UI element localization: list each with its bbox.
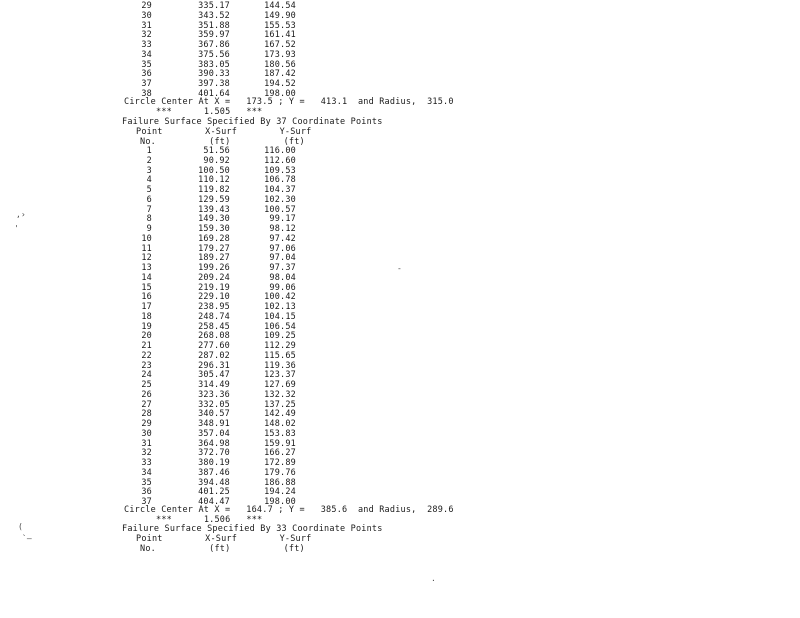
x-surf-value: 179.27 [198, 243, 230, 254]
point-number: 24 [141, 370, 152, 381]
x-surf-value: 90.92 [203, 155, 230, 166]
x-surf-value: 219.19 [198, 282, 230, 293]
point-number: 5 [146, 185, 152, 195]
x-surf-value: 229.10 [198, 292, 230, 303]
point-number: 37 [141, 79, 152, 89]
point-number: 35 [141, 59, 152, 70]
y-surf-value: 100.42 [264, 292, 296, 303]
point-number: 3 [146, 165, 152, 176]
y-surf-value: 98.12 [269, 224, 296, 234]
y-surf-value: 97.04 [269, 253, 296, 264]
point-number: 22 [141, 350, 152, 361]
factor-of-safety-line: *** 1.505 *** [156, 107, 263, 117]
column-header-names: Point X-Surf Y-Surf [136, 534, 312, 544]
point-number: 2 [146, 155, 152, 166]
point-number: 16 [141, 292, 152, 303]
point-number: 10 [141, 233, 152, 244]
y-surf-value: 102.30 [264, 194, 296, 205]
y-surf-value: 172.89 [264, 458, 296, 468]
x-surf-value: 305.47 [198, 370, 230, 381]
x-surf-value: 397.38 [198, 79, 230, 89]
column-header-units: No. (ft) (ft) [140, 137, 305, 147]
scan-mark: . [431, 574, 436, 583]
y-surf-value: 180.56 [264, 59, 296, 70]
y-surf-value: 109.25 [264, 331, 296, 342]
point-number: 17 [141, 302, 152, 312]
y-surf-value: 119.36 [264, 360, 296, 371]
x-surf-value: 149.30 [198, 214, 230, 225]
y-surf-value: 106.54 [264, 321, 296, 332]
y-surf-value: 112.60 [264, 155, 296, 166]
x-surf-value: 199.26 [198, 263, 230, 273]
point-number: 25 [141, 380, 152, 390]
point-number: 7 [146, 204, 152, 215]
y-surf-value: 116.00 [264, 146, 296, 156]
y-surf-value: 159.91 [264, 438, 296, 449]
column-header-names: Point X-Surf Y-Surf [136, 127, 312, 137]
x-surf-value: 351.88 [198, 20, 230, 31]
point-number: 8 [146, 214, 152, 225]
x-surf-value: 314.49 [198, 380, 230, 390]
x-surf-value: 335.17 [198, 1, 230, 11]
scan-mark: - [397, 264, 402, 273]
y-surf-value: 137.25 [264, 399, 296, 410]
point-number: 38 [141, 88, 152, 99]
point-number: 15 [141, 282, 152, 293]
y-surf-value: 106.78 [264, 175, 296, 186]
point-number: 9 [146, 224, 152, 234]
y-surf-value: 127.69 [264, 380, 296, 390]
point-number: 33 [141, 40, 152, 50]
point-number: 34 [141, 467, 152, 478]
y-surf-value: 132.32 [264, 389, 296, 400]
x-surf-value: 332.05 [198, 399, 230, 410]
point-number: 37 [141, 497, 152, 507]
y-surf-value: 186.88 [264, 477, 296, 488]
y-surf-value: 153.83 [264, 428, 296, 439]
y-surf-value: 179.76 [264, 467, 296, 478]
point-number: 12 [141, 253, 152, 264]
x-surf-value: 372.70 [198, 448, 230, 459]
point-number: 31 [141, 438, 152, 449]
x-surf-value: 248.74 [198, 311, 230, 322]
x-surf-value: 348.91 [198, 419, 230, 429]
x-surf-value: 277.60 [198, 341, 230, 351]
x-surf-value: 139.43 [198, 204, 230, 215]
scan-mark: ' [14, 224, 19, 233]
point-number: 30 [141, 428, 152, 439]
point-number: 35 [141, 477, 152, 488]
y-surf-value: 166.27 [264, 448, 296, 459]
scan-mark: ( [18, 522, 23, 531]
x-surf-value: 189.27 [198, 253, 230, 264]
point-number: 1 [146, 146, 152, 156]
x-surf-value: 357.04 [198, 428, 230, 439]
factor-of-safety-line: *** 1.506 *** [156, 515, 263, 525]
y-surf-value: 99.06 [269, 282, 296, 293]
point-number: 33 [141, 458, 152, 468]
failure-surface-header: Failure Surface Specified By 33 Coordinate Points [122, 524, 383, 534]
y-surf-value: 97.06 [269, 243, 296, 254]
failure-surface-header: Failure Surface Specified By 37 Coordinate Points [122, 117, 383, 127]
point-number: 14 [141, 272, 152, 283]
x-surf-value: 209.24 [198, 272, 230, 283]
y-surf-value: 97.37 [269, 263, 296, 273]
point-number: 29 [141, 1, 152, 11]
y-surf-value: 198.00 [264, 88, 296, 99]
y-surf-value: 97.42 [269, 233, 296, 244]
x-surf-value: 268.08 [198, 331, 230, 342]
y-surf-value: 194.52 [264, 79, 296, 89]
x-surf-value: 390.33 [198, 69, 230, 80]
x-surf-value: 238.95 [198, 302, 230, 312]
x-surf-value: 383.05 [198, 59, 230, 70]
y-surf-value: 142.49 [264, 409, 296, 420]
y-surf-value: 161.41 [264, 30, 296, 41]
y-surf-value: 155.53 [264, 20, 296, 31]
y-surf-value: 198.00 [264, 497, 296, 507]
point-number: 36 [141, 487, 152, 498]
x-surf-value: 401.25 [198, 487, 230, 498]
column-header-units: No. (ft) (ft) [140, 544, 305, 554]
y-surf-value: 187.42 [264, 69, 296, 80]
x-surf-value: 258.45 [198, 321, 230, 332]
point-number: 18 [141, 311, 152, 322]
x-surf-value: 387.46 [198, 467, 230, 478]
y-surf-value: 149.90 [264, 10, 296, 21]
y-surf-value: 173.93 [264, 49, 296, 60]
point-number: 32 [141, 448, 152, 459]
x-surf-value: 323.36 [198, 389, 230, 400]
point-number: 31 [141, 20, 152, 31]
x-surf-value: 340.57 [198, 409, 230, 420]
x-surf-value: 380.19 [198, 458, 230, 468]
point-number: 32 [141, 30, 152, 41]
y-surf-value: 167.52 [264, 40, 296, 50]
x-surf-value: 404.47 [198, 497, 230, 507]
x-surf-value: 110.12 [198, 175, 230, 186]
x-surf-value: 343.52 [198, 10, 230, 21]
x-surf-value: 394.48 [198, 477, 230, 488]
x-surf-value: 401.64 [198, 88, 230, 99]
point-number: 30 [141, 10, 152, 21]
y-surf-value: 104.15 [264, 311, 296, 322]
y-surf-value: 144.54 [264, 1, 296, 11]
x-surf-value: 367.86 [198, 40, 230, 50]
point-number: 21 [141, 341, 152, 351]
point-number: 36 [141, 69, 152, 80]
x-surf-value: 159.30 [198, 224, 230, 234]
y-surf-value: 99.17 [269, 214, 296, 225]
point-number: 28 [141, 409, 152, 420]
y-surf-value: 102.13 [264, 302, 296, 312]
circle-center-line: Circle Center At X = 173.5 ; Y = 413.1 and Radius, 315.0 [124, 97, 454, 107]
x-surf-value: 375.56 [198, 49, 230, 60]
point-number: 19 [141, 321, 152, 332]
point-number: 6 [146, 194, 152, 205]
x-surf-value: 364.98 [198, 438, 230, 449]
x-surf-value: 296.31 [198, 360, 230, 371]
point-number: 20 [141, 331, 152, 342]
x-surf-value: 119.82 [198, 185, 230, 195]
x-surf-value: 51.56 [203, 146, 230, 156]
y-surf-value: 115.65 [264, 350, 296, 361]
x-surf-value: 359.97 [198, 30, 230, 41]
y-surf-value: 109.53 [264, 165, 296, 176]
point-number: 4 [146, 175, 152, 186]
scan-mark: `— [22, 534, 32, 543]
y-surf-value: 123.37 [264, 370, 296, 381]
point-number: 13 [141, 263, 152, 273]
y-surf-value: 148.02 [264, 419, 296, 429]
point-number: 11 [141, 243, 152, 254]
point-number: 27 [141, 399, 152, 410]
scan-mark: ,› [16, 210, 26, 219]
x-surf-value: 100.50 [198, 165, 230, 176]
circle-center-line: Circle Center At X = 164.7 ; Y = 385.6 and Radius, 289.6 [124, 505, 454, 515]
x-surf-value: 287.02 [198, 350, 230, 361]
x-surf-value: 129.59 [198, 194, 230, 205]
y-surf-value: 194.24 [264, 487, 296, 498]
point-number: 26 [141, 389, 152, 400]
y-surf-value: 104.37 [264, 185, 296, 195]
x-surf-value: 169.28 [198, 233, 230, 244]
point-number: 23 [141, 360, 152, 371]
point-number: 34 [141, 49, 152, 60]
point-number: 29 [141, 419, 152, 429]
y-surf-value: 112.29 [264, 341, 296, 351]
y-surf-value: 98.04 [269, 272, 296, 283]
y-surf-value: 100.57 [264, 204, 296, 215]
